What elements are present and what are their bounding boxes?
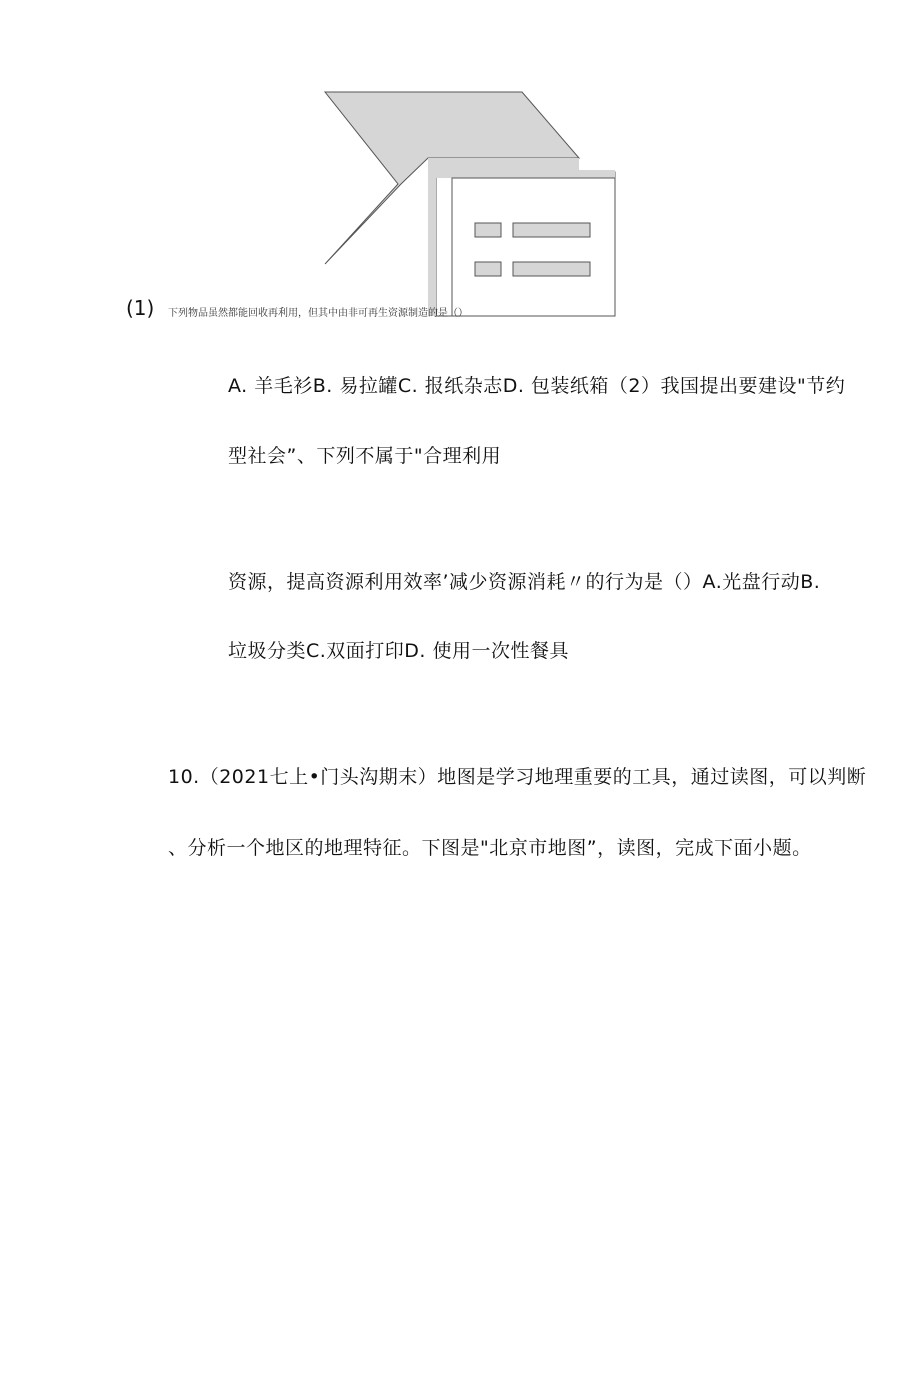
question-2-options: 垃圾分类C.双面打印D. 使用一次性餐具 xyxy=(228,640,570,662)
image-placeholder-icon xyxy=(320,88,620,320)
question-1-number: (1) xyxy=(126,296,155,320)
question-2-text-line: 型社会”、下列不属于"合理利用 xyxy=(228,445,502,467)
question-1-options: A. 羊毛衫B. 易拉罐C. 报纸杂志D. 包装纸箱（2）我国提出要建设"节约 xyxy=(228,375,846,397)
question-1-prompt: 下列物品虽然都能回收再利用，但其中由非可再生资源制造的是（） xyxy=(168,308,468,319)
question-10-line: 、分析一个地区的地理特征。下图是"北京市地图”，读图，完成下面小题。 xyxy=(168,837,812,859)
question-2-text-line: 资源，提高资源利用效率’减少资源消耗〃的行为是（）A.光盘行动B. xyxy=(228,571,821,593)
question-10-line: 10.（2021七上•门头沟期末）地图是学习地理重要的工具，通过读图，可以判断 xyxy=(168,766,867,788)
